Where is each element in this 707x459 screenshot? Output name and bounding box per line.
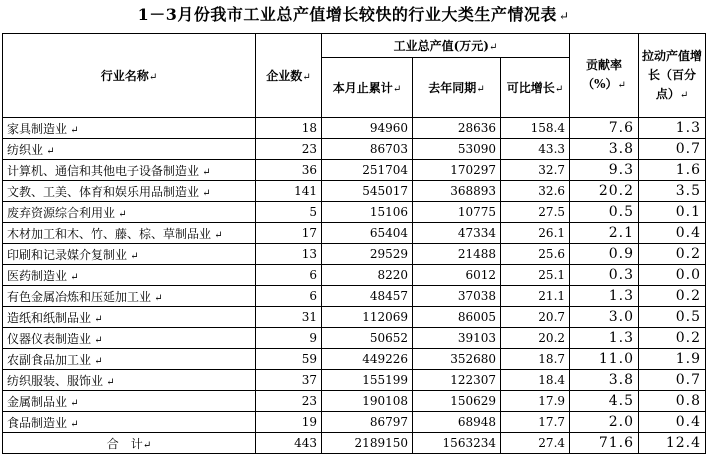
paragraph-mark-icon: ↵ [199,166,211,178]
cell-ytd: 86703 [322,139,413,160]
cell-pull: 0.4 [639,412,706,433]
cell-contribution: 0.9 [570,244,639,265]
cell-last-year: 68948 [413,412,501,433]
cell-last-year: 39103 [413,328,501,349]
cell-growth: 18.4 [501,370,570,391]
total-row [3,433,706,454]
cell-industry: 食品制造业 ↵ [3,412,256,433]
table-body [3,118,706,454]
cell-enterprises: 9 [256,328,322,349]
cell-growth: 32.7 [501,160,570,181]
paragraph-mark-icon: ↵ [91,355,103,367]
cell-last-year: 47334 [413,223,501,244]
cell-industry: 文教、工美、体育和娱乐用品制造业 ↵ [3,181,256,202]
cell-contribution: 3.0 [570,307,639,328]
cell-pull: 0.7 [639,370,706,391]
cell-growth: 20.7 [501,307,570,328]
cell-last-year: 6012 [413,265,501,286]
cell-growth: 43.3 [501,139,570,160]
cell-pull: 1.9 [639,349,706,370]
cell-growth: 158.4 [501,118,570,139]
paragraph-mark-icon: ↵ [91,313,103,325]
cell-contribution: 9.3 [570,160,639,181]
header-enterprises: 企业数↵ [256,34,322,118]
cell-enterprises: 19 [256,412,322,433]
table-row [3,307,706,328]
cell-enterprises: 31 [256,307,322,328]
cell-industry: 医药制造业 ↵ [3,265,256,286]
header-growth: 可比增长↵ [501,58,570,118]
table-row [3,328,706,349]
table-row [3,223,706,244]
cell-ytd: 449226 [322,349,413,370]
cell-industry: 印刷和记录媒介复制业 ↵ [3,244,256,265]
cell-enterprises: 13 [256,244,322,265]
header-pull: 拉动产值增长（百分点）↵ [639,34,706,118]
cell-ytd: 251704 [322,160,413,181]
cell-ytd: 29529 [322,244,413,265]
cell-last-year: 352680 [413,349,501,370]
cell-ytd: 48457 [322,286,413,307]
cell-last-year: 1563234 [413,433,501,454]
cell-enterprises: 23 [256,139,322,160]
cell-pull: 0.1 [639,202,706,223]
cell-ytd: 50652 [322,328,413,349]
cell-contribution: 3.8 [570,370,639,391]
cell-growth: 25.6 [501,244,570,265]
header-industry: 行业名称↵ [3,34,256,118]
cell-industry: 纺织服装、服饰业 ↵ [3,370,256,391]
cell-ytd: 15106 [322,202,413,223]
cell-enterprises: 36 [256,160,322,181]
cell-industry: 农副食品加工业 ↵ [3,349,256,370]
header-contribution: 贡献率（%）↵ [570,34,639,118]
cell-growth: 32.6 [501,181,570,202]
cell-contribution: 11.0 [570,349,639,370]
cell-last-year: 170297 [413,160,501,181]
cell-pull: 0.2 [639,328,706,349]
cell-industry: 废弃资源综合利用业 ↵ [3,202,256,223]
table-row [3,349,706,370]
cell-enterprises: 37 [256,370,322,391]
paragraph-mark-icon: ↵ [142,439,152,451]
cell-industry: 家具制造业 ↵ [3,118,256,139]
cell-last-year: 86005 [413,307,501,328]
cell-ytd: 86797 [322,412,413,433]
cell-pull: 0.7 [639,139,706,160]
cell-enterprises: 18 [256,118,322,139]
cell-contribution: 1.3 [570,328,639,349]
paragraph-mark-icon: ↵ [67,271,79,283]
cell-industry: 纺织业 ↵ [3,139,256,160]
cell-ytd: 2189150 [322,433,413,454]
paragraph-mark-icon: ↵ [67,124,79,136]
cell-growth: 25.1 [501,265,570,286]
cell-enterprises: 443 [256,433,322,454]
cell-growth: 27.5 [501,202,570,223]
paragraph-mark-icon: ↵ [211,229,223,241]
table-row [3,412,706,433]
paragraph-mark-icon: ↵ [103,376,115,388]
cell-ytd: 8220 [322,265,413,286]
cell-enterprises: 59 [256,349,322,370]
cell-contribution: 71.6 [570,433,639,454]
cell-contribution: 0.5 [570,202,639,223]
cell-industry: 合 计↵ [3,433,256,454]
cell-ytd: 190108 [322,391,413,412]
cell-contribution: 2.0 [570,412,639,433]
table-title-text: 1－3月份我市工业总产值增长较快的行业大类生产情况表 [137,5,557,24]
cell-enterprises: 6 [256,265,322,286]
cell-ytd: 112069 [322,307,413,328]
cell-enterprises: 6 [256,286,322,307]
cell-enterprises: 23 [256,391,322,412]
table-row [3,391,706,412]
header-ytd: 本月止累计↵ [322,58,413,118]
paragraph-mark-icon: ↵ [199,187,211,199]
cell-industry: 计算机、通信和其他电子设备制造业 ↵ [3,160,256,181]
paragraph-mark-icon: ↵ [151,292,163,304]
cell-last-year: 122307 [413,370,501,391]
cell-industry: 木材加工和木、竹、藤、棕、草制品业 ↵ [3,223,256,244]
cell-last-year: 10775 [413,202,501,223]
table-row [3,202,706,223]
cell-ytd: 545017 [322,181,413,202]
cell-growth: 21.1 [501,286,570,307]
cell-contribution: 20.2 [570,181,639,202]
paragraph-mark-icon: ↵ [558,9,570,23]
cell-pull: 1.3 [639,118,706,139]
cell-pull: 0.4 [639,223,706,244]
paragraph-mark-icon: ↵ [67,418,79,430]
cell-last-year: 368893 [413,181,501,202]
cell-contribution: 7.6 [570,118,639,139]
cell-industry: 金属制品业 ↵ [3,391,256,412]
header-last-year: 去年同期↵ [413,58,501,118]
header-output-group: 工业总产值(万元)↵ [322,34,570,58]
cell-growth: 27.4 [501,433,570,454]
cell-growth: 18.7 [501,349,570,370]
table-row [3,265,706,286]
industry-table [2,33,706,454]
cell-pull: 0.5 [639,307,706,328]
cell-contribution: 4.5 [570,391,639,412]
cell-contribution: 3.8 [570,139,639,160]
table-row [3,160,706,181]
cell-pull: 0.0 [639,265,706,286]
cell-contribution: 2.1 [570,223,639,244]
cell-ytd: 65404 [322,223,413,244]
cell-contribution: 1.3 [570,286,639,307]
cell-pull: 0.2 [639,286,706,307]
cell-last-year: 21488 [413,244,501,265]
table-row [3,286,706,307]
cell-industry: 有色金属冶炼和压延加工业 ↵ [3,286,256,307]
cell-pull: 3.5 [639,181,706,202]
paragraph-mark-icon: ↵ [127,250,139,262]
cell-enterprises: 5 [256,202,322,223]
cell-ytd: 94960 [322,118,413,139]
cell-pull: 0.8 [639,391,706,412]
paragraph-mark-icon: ↵ [115,208,127,220]
paragraph-mark-icon: ↵ [67,397,79,409]
cell-last-year: 37038 [413,286,501,307]
table-row [3,244,706,265]
cell-last-year: 150629 [413,391,501,412]
table-title [0,0,707,30]
cell-last-year: 28636 [413,118,501,139]
cell-enterprises: 17 [256,223,322,244]
paragraph-mark-icon: ↵ [91,334,103,346]
cell-contribution: 0.3 [570,265,639,286]
cell-pull: 0.2 [639,244,706,265]
table-row [3,118,706,139]
cell-ytd: 155199 [322,370,413,391]
cell-pull: 1.6 [639,160,706,181]
paragraph-mark-icon: ↵ [43,145,55,157]
cell-growth: 20.2 [501,328,570,349]
table-row [3,181,706,202]
cell-industry: 仪器仪表制造业 ↵ [3,328,256,349]
cell-growth: 26.1 [501,223,570,244]
table-row [3,370,706,391]
cell-industry: 造纸和纸制品业 ↵ [3,307,256,328]
table-row [3,139,706,160]
cell-growth: 17.9 [501,391,570,412]
cell-last-year: 53090 [413,139,501,160]
cell-enterprises: 141 [256,181,322,202]
cell-pull: 12.4 [639,433,706,454]
cell-growth: 17.7 [501,412,570,433]
